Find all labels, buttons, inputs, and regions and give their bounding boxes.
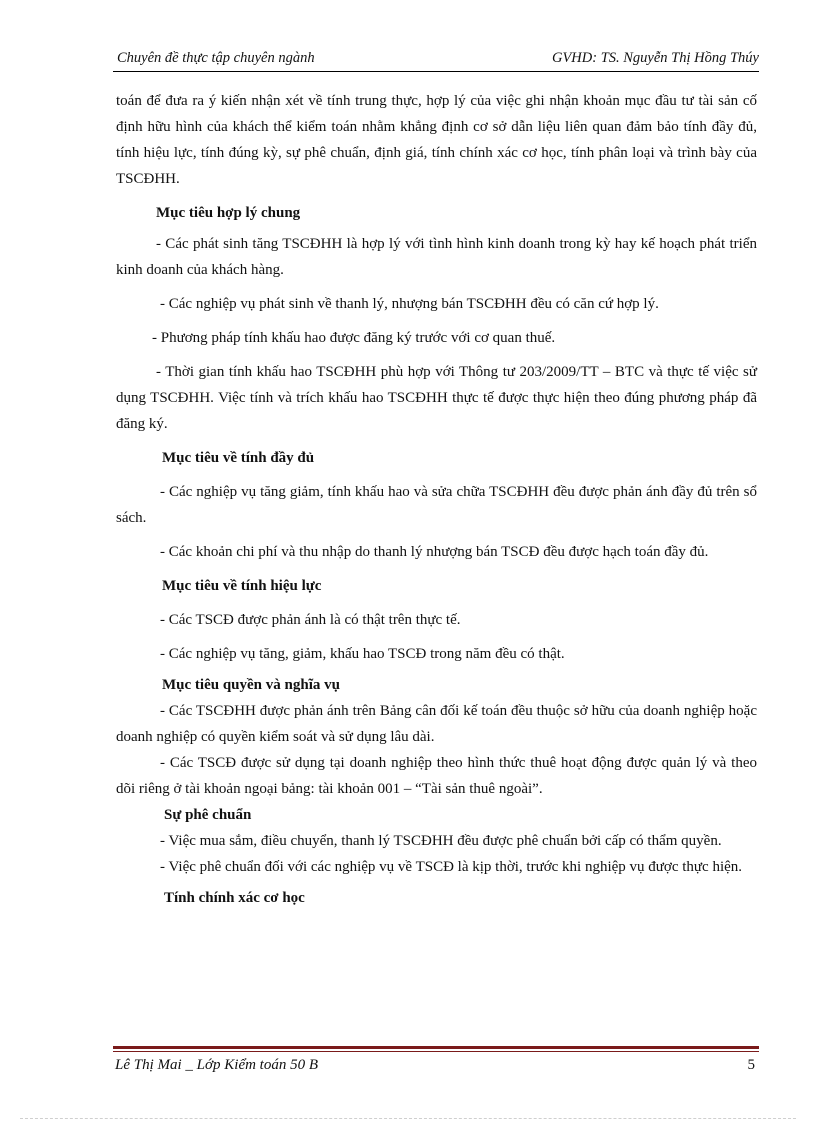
header-document-title: Chuyên đề thực tập chuyên ngành [117, 50, 315, 66]
paragraph: - Các nghiệp vụ tăng giảm, tính khấu hao và sửa chữa TSCĐHH đều được phản ánh đầy đủ trên sổ sách. [116, 484, 757, 526]
section-heading-validity: Mục tiêu về tính hiệu lực [162, 578, 322, 594]
page-footer [113, 1055, 759, 1079]
paragraph: - Các TSCĐHH được phản ánh trên Bảng cân đối kế toán đều thuộc sở hữu của doanh nghiệp hoặc doanh nghiệp có quyền kiểm soát và sử dụng lâu dài. [116, 703, 757, 745]
paragraph: - Việc mua sắm, điều chuyển, thanh lý TSCĐHH đều được phê chuẩn bởi cấp có thẩm quyền. [160, 833, 722, 849]
section-heading-rights-obligations: Mục tiêu quyền và nghĩa vụ [162, 677, 340, 693]
paragraph: - Các nghiệp vụ phát sinh về thanh lý, nhượng bán TSCĐHH đều có căn cứ hợp lý. [160, 296, 659, 312]
footer-divider-thin [113, 1051, 759, 1052]
section-heading-approval: Sự phê chuẩn [164, 807, 252, 823]
paragraph: - Các nghiệp vụ tăng, giảm, khấu hao TSCĐ trong năm đều có thật. [160, 646, 565, 662]
paragraph: - Phương pháp tính khấu hao được đăng ký trước với cơ quan thuế. [152, 330, 556, 346]
page-body [116, 88, 757, 911]
page-header [113, 46, 759, 70]
section-heading-reasonableness: Mục tiêu hợp lý chung [156, 205, 301, 221]
paragraph: - Các TSCĐ được phản ánh là có thật trên thực tế. [160, 612, 461, 628]
page-number: 5 [747, 1057, 755, 1073]
footer-author: Lê Thị Mai _ Lớp Kiểm toán 50 B [115, 1057, 319, 1073]
paragraph: - Các phát sinh tăng TSCĐHH là hợp lý với tình hình kinh doanh trong kỳ hay kế hoạch phát triển kinh doanh của khách hàng. [116, 236, 757, 278]
header-supervisor: GVHD: TS. Nguyễn Thị Hồng Thúy [551, 50, 759, 66]
section-heading-mechanical-accuracy: Tính chính xác cơ học [164, 890, 305, 906]
paragraph: - Thời gian tính khấu hao TSCĐHH phù hợp với Thông tư 203/2009/TT – BTC và thực tế việc sử dụng TSCĐHH. Việc tính và trích khấu hao TSCĐHH thực tế được thực hiện theo đúng phương pháp đã đăng ký. [116, 364, 757, 432]
paragraph: - Việc phê chuẩn đối với các nghiệp vụ về TSCĐ là kịp thời, trước khi nghiệp vụ được thực hiện. [160, 859, 743, 875]
paragraph: - Các khoản chi phí và thu nhập do thanh lý nhượng bán TSCĐ đều được hạch toán đầy đủ. [160, 544, 709, 560]
page-edge-divider [20, 1118, 796, 1119]
footer-divider-thick [113, 1046, 759, 1049]
header-divider [113, 71, 759, 72]
paragraph: - Các TSCĐ được sử dụng tại doanh nghiệp theo hình thức thuê hoạt động được quản lý và theo dõi riêng ở tài khoản ngoại bảng: tài khoản 001 – “Tài sản thuê ngoài”. [116, 755, 757, 797]
section-heading-completeness: Mục tiêu về tính đầy đủ [162, 450, 315, 466]
intro-paragraph: toán để đưa ra ý kiến nhận xét về tính trung thực, hợp lý của việc ghi nhận khoản mục đầu tư tài sản cố định hữu hình của khách thể kiểm toán nhằm khẳng định cơ sở dẫn liệu liên quan đảm bảo tính đầy đủ, tính hiệu lực, tính đúng kỳ, sự phê chuẩn, định giá, tính chính xác cơ học, tính phân loại và trình bày của TSCĐHH. [116, 93, 757, 187]
